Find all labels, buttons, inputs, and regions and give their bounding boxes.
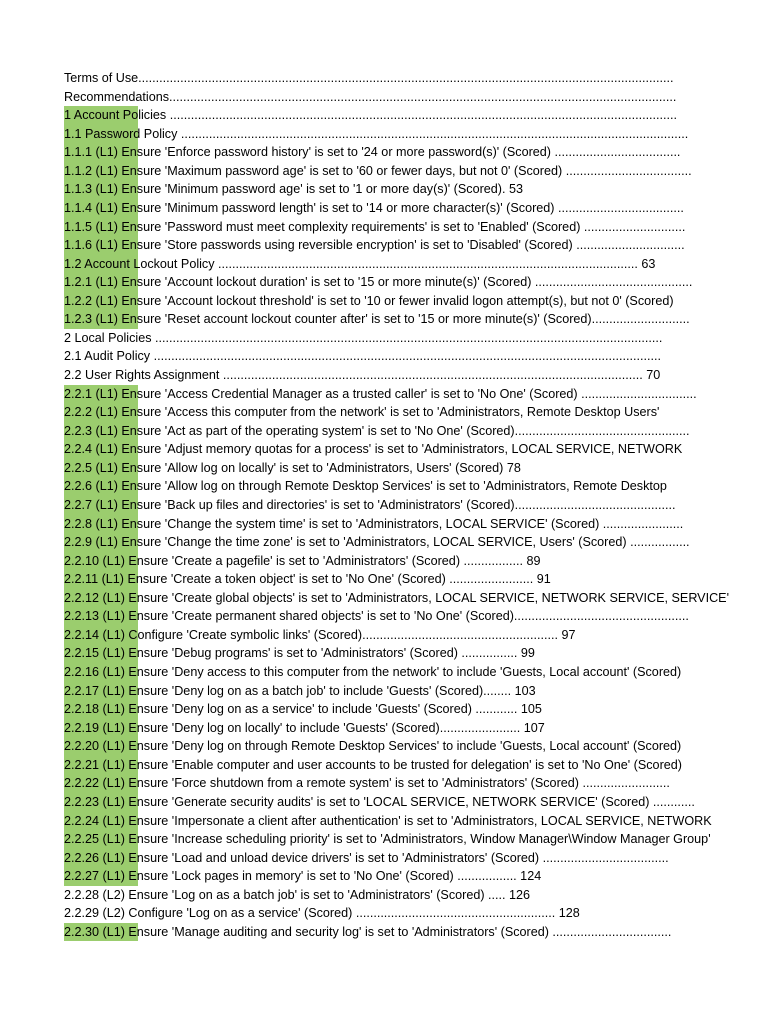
toc-entry-text: 2.2.20 (L1) Ensure 'Deny log on through Remote Desktop Services' to include 'Guests, Local account' (Scored)	[64, 739, 682, 754]
toc-entry-text: 2.2.6 (L1) Ensure 'Allow log on through Remote Desktop Services' is set to 'Administrators, Remote Desktop	[64, 479, 667, 494]
toc-entry-text: 1.2.1 (L1) Ensure 'Account lockout duration' is set to '15 or more minute(s)' (Scored) .............................................	[64, 275, 693, 290]
toc-entry-text: 1.2.3 (L1) Ensure 'Reset account lockout counter after' is set to '15 or more minute(s)' (Scored)............................	[64, 312, 690, 327]
toc-entry-text: 2.2.4 (L1) Ensure 'Adjust memory quotas for a process' is set to 'Administrators, LOCAL SERVICE, NETWORK	[64, 442, 683, 457]
toc-entry-text: 2.2 User Rights Assignment ........................................................................................................................ 70	[64, 368, 661, 382]
toc-entry-text: 2.2.9 (L1) Ensure 'Change the time zone' is set to 'Administrators, LOCAL SERVICE, Users' (Scored) .................	[64, 535, 690, 550]
toc-entry-text: 1.2.2 (L1) Ensure 'Account lockout threshold' is set to '10 or fewer invalid logon attempt(s), but not 0' (Scored)	[64, 293, 674, 308]
toc-entry	[64, 700, 660, 719]
toc-entry	[64, 793, 695, 812]
table-of-contents	[64, 69, 729, 941]
toc-entry	[64, 719, 660, 738]
toc-entry	[64, 273, 693, 292]
toc-entry	[64, 88, 677, 107]
toc-entry-text: 2.2.18 (L1) Ensure 'Deny log on as a service' to include 'Guests' (Scored) ............ 105	[64, 702, 542, 717]
toc-entry-text: 1.1.2 (L1) Ensure 'Maximum password age' is set to '60 or fewer days, but not 0' (Scored) ....................................	[64, 163, 692, 178]
toc-entry-text: 1.1.5 (L1) Ensure 'Password must meet complexity requirements' is set to 'Enabled' (Scored) .............................	[64, 219, 686, 234]
toc-entry	[64, 347, 660, 366]
toc-entry	[64, 403, 660, 422]
toc-entry	[64, 589, 729, 608]
toc-entry	[64, 533, 690, 552]
toc-entry	[64, 143, 681, 162]
toc-entry-text: 2.2.14 (L1) Configure 'Create symbolic links' (Scored)........................................................ 97	[64, 627, 576, 642]
toc-entry-text: 2.2.19 (L1) Ensure 'Deny log on locally' to include 'Guests' (Scored)....................... 107	[64, 720, 545, 735]
toc-entry	[64, 515, 684, 534]
toc-entry-text: 1.1 Password Policy .................................................................................................................................................	[64, 126, 689, 141]
toc-entry	[64, 162, 692, 181]
toc-entry-text: 2.2.26 (L1) Ensure 'Load and unload device drivers' is set to 'Administrators' (Scored) ....................................	[64, 850, 669, 865]
toc-entry	[64, 756, 682, 775]
toc-entry-text: 2.2.27 (L1) Ensure 'Lock pages in memory' is set to 'No One' (Scored) ................. 124	[64, 869, 542, 884]
toc-entry	[64, 904, 660, 923]
toc-entry	[64, 255, 660, 274]
toc-entry	[64, 570, 660, 589]
toc-entry	[64, 477, 667, 496]
toc-entry-text: 2.2.13 (L1) Ensure 'Create permanent shared objects' is set to 'No One' (Scored)..................................................	[64, 609, 689, 624]
toc-entry	[64, 849, 669, 868]
toc-entry-text: 1.2 Account Lockout Policy ........................................................................................................................ 63	[64, 256, 656, 271]
toc-entry-text: Terms of Use.........................................................................................................................................................	[64, 71, 674, 85]
toc-entry-text: 1.1.3 (L1) Ensure 'Minimum password age' is set to '1 or more day(s)' (Scored). 53	[64, 182, 523, 197]
toc-entry	[64, 496, 676, 515]
toc-entry	[64, 236, 685, 255]
toc-entry	[64, 886, 660, 905]
toc-entry	[64, 310, 690, 329]
toc-entry	[64, 682, 660, 701]
toc-entry	[64, 69, 674, 88]
toc-entry-text: 2.2.5 (L1) Ensure 'Allow log on locally' is set to 'Administrators, Users' (Scored) 78	[64, 460, 521, 475]
toc-entry	[64, 329, 663, 348]
toc-entry-text: 2.2.16 (L1) Ensure 'Deny access to this computer from the network' to include 'Guests, Local account' (Scored)	[64, 665, 682, 679]
toc-entry	[64, 106, 678, 125]
toc-entry	[64, 385, 697, 404]
toc-entry	[64, 422, 690, 441]
toc-entry-text: 2.2.12 (L1) Ensure 'Create global objects' is set to 'Administrators, LOCAL SERVICE, NETWORK SERVICE, SERVICE'	[64, 590, 729, 605]
toc-entry-text: 2 Local Policies .................................................................................................................................................	[64, 330, 663, 345]
toc-entry-text: 2.2.29 (L2) Configure 'Log on as a service' (Scored) ......................................................... 128	[64, 906, 580, 921]
toc-entry-text: 2.2.15 (L1) Ensure 'Debug programs' is set to 'Administrators' (Scored) ................ 99	[64, 646, 535, 661]
toc-entry-text: 2.2.25 (L1) Ensure 'Increase scheduling priority' is set to 'Administrators, Window Manager\Window Manager Group'	[64, 832, 711, 847]
toc-entry-text: 2.2.22 (L1) Ensure 'Force shutdown from a remote system' is set to 'Administrators' (Scored) .........................	[64, 776, 670, 791]
toc-entry	[64, 923, 672, 942]
toc-entry-text: 1.1.6 (L1) Ensure 'Store passwords using reversible encryption' is set to 'Disabled' (Scored) ...............................	[64, 238, 685, 253]
toc-entry-text: 2.2.11 (L1) Ensure 'Create a token object' is set to 'No One' (Scored) ........................ 91	[64, 572, 551, 587]
toc-entry-text: 2.2.21 (L1) Ensure 'Enable computer and user accounts to be trusted for delegation' is set to 'No One' (Scored)	[64, 757, 682, 772]
toc-entry-text: 2.2.24 (L1) Ensure 'Impersonate a client after authentication' is set to 'Administrators, LOCAL SERVICE, NETWORK	[64, 813, 712, 828]
toc-entry-text: 2.2.2 (L1) Ensure 'Access this computer from the network' is set to 'Administrators, Remote Desktop Users'	[64, 405, 660, 420]
toc-entry	[64, 626, 660, 645]
toc-entry-text: 2.2.8 (L1) Ensure 'Change the system time' is set to 'Administrators, LOCAL SERVICE' (Scored) .......................	[64, 516, 684, 531]
toc-entry	[64, 459, 660, 478]
toc-entry-text: 2.2.7 (L1) Ensure 'Back up files and directories' is set to 'Administrators' (Scored)..............................................	[64, 497, 676, 512]
toc-entry-text: 2.2.17 (L1) Ensure 'Deny log on as a batch job' to include 'Guests' (Scored)........ 103	[64, 683, 536, 698]
toc-entry	[64, 552, 660, 571]
toc-entry	[64, 812, 712, 831]
toc-entry	[64, 607, 689, 626]
toc-entry-text: 2.2.30 (L1) Ensure 'Manage auditing and security log' is set to 'Administrators' (Scored) ..................................	[64, 924, 672, 939]
toc-entry-text: 2.1 Audit Policy .................................................................................................................................................	[64, 349, 661, 364]
toc-entry	[64, 366, 660, 385]
toc-entry	[64, 644, 660, 663]
toc-entry-text: 2.2.23 (L1) Ensure 'Generate security audits' is set to 'LOCAL SERVICE, NETWORK SERVICE' (Scored) ............	[64, 794, 695, 809]
toc-entry-text: Recommendations.................................................................................................................................................	[64, 89, 677, 104]
toc-entry	[64, 774, 670, 793]
toc-entry	[64, 663, 682, 682]
toc-entry	[64, 867, 660, 886]
toc-entry-text: 1.1.4 (L1) Ensure 'Minimum password length' is set to '14 or more character(s)' (Scored) ....................................	[64, 200, 684, 215]
toc-entry-text: 2.2.1 (L1) Ensure 'Access Credential Manager as a trusted caller' is set to 'No One' (Scored) .................................	[64, 386, 697, 401]
toc-entry	[64, 292, 674, 311]
toc-entry-text: 2.2.28 (L2) Ensure 'Log on as a batch job' is set to 'Administrators' (Scored) ..... 126	[64, 887, 531, 902]
toc-entry	[64, 199, 684, 218]
toc-entry-text: 1.1.1 (L1) Ensure 'Enforce password history' is set to '24 or more password(s)' (Scored) ....................................	[64, 145, 681, 160]
toc-entry	[64, 440, 683, 459]
toc-entry	[64, 830, 711, 849]
toc-entry-text: 2.2.10 (L1) Ensure 'Create a pagefile' is set to 'Administrators' (Scored) ................. 89	[64, 553, 541, 568]
toc-entry	[64, 180, 660, 199]
toc-entry	[64, 125, 689, 144]
toc-entry	[64, 218, 686, 237]
toc-entry-text: 1 Account Policies .................................................................................................................................................	[64, 108, 678, 123]
toc-entry	[64, 737, 682, 756]
toc-entry-text: 2.2.3 (L1) Ensure 'Act as part of the operating system' is set to 'No One' (Scored)..................................................	[64, 423, 690, 438]
